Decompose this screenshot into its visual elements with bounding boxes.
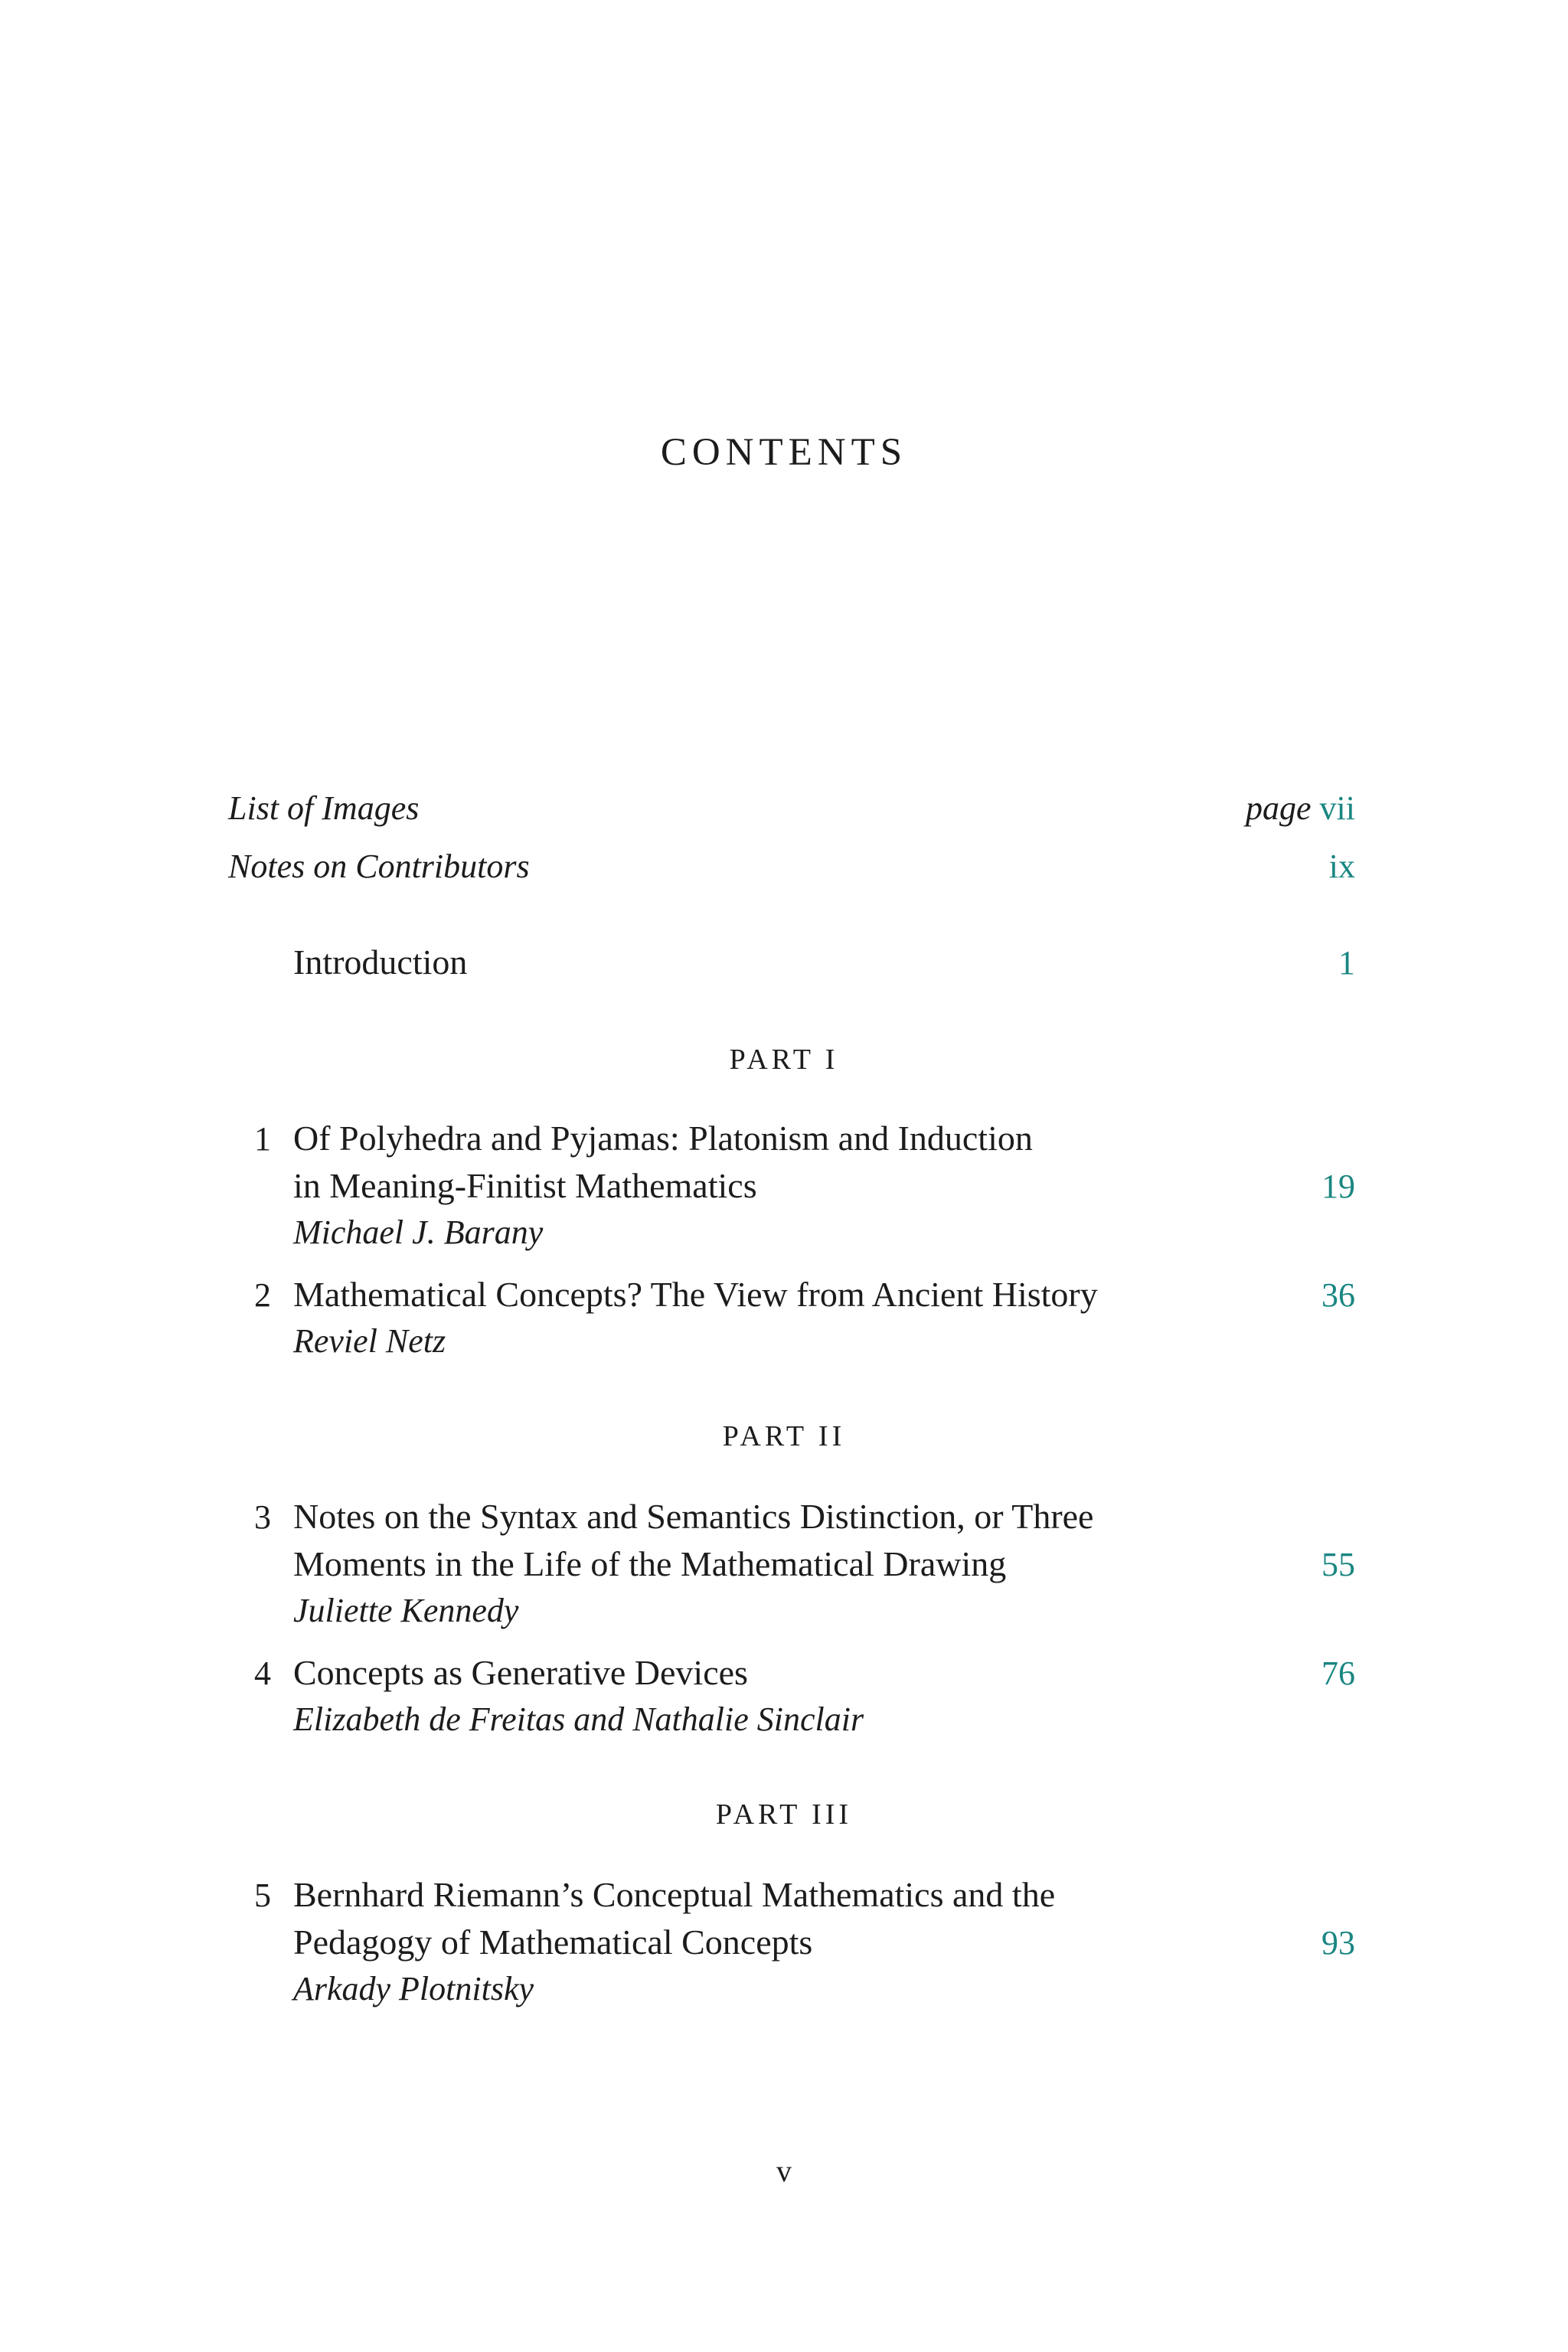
toc-entry-notes-on-contributors[interactable]: Notes on Contributors: [228, 848, 530, 885]
chapter-number: 3: [254, 1498, 271, 1536]
toc-page-notes-on-contributors[interactable]: ix: [1328, 848, 1355, 885]
toc-page-introduction[interactable]: 1: [1338, 944, 1355, 982]
chapter-title-line[interactable]: Notes on the Syntax and Semantics Distinction, or Three: [293, 1497, 1094, 1536]
chapter-title-line[interactable]: Moments in the Life of the Mathematical Drawing: [293, 1544, 1007, 1583]
chapter-page-number[interactable]: 19: [1321, 1168, 1355, 1205]
chapter-title-line[interactable]: Bernhard Riemann’s Conceptual Mathematics and the: [293, 1875, 1056, 1914]
chapter-number: 5: [254, 1877, 271, 1914]
chapter-number: 1: [254, 1120, 271, 1158]
page-folio: v: [776, 2154, 792, 2188]
part-heading-2: PART II: [722, 1420, 846, 1452]
page-number: vii: [1319, 789, 1355, 827]
part-heading-3: PART III: [715, 1798, 853, 1831]
chapter-title-line[interactable]: Pedagogy of Mathematical Concepts: [293, 1922, 813, 1962]
chapter-title-line[interactable]: Concepts as Generative Devices: [293, 1653, 748, 1692]
chapter-number: 4: [254, 1655, 271, 1692]
chapter-title-line[interactable]: Of Polyhedra and Pyjamas: Platonism and Induction: [293, 1119, 1033, 1158]
page-title: CONTENTS: [660, 431, 908, 474]
chapter-author: Reviel Netz: [293, 1322, 446, 1360]
chapter-title-line[interactable]: in Meaning-Finitist Mathematics: [293, 1166, 757, 1205]
chapter-author: Michael J. Barany: [293, 1214, 544, 1251]
toc-page-list-of-images[interactable]: [1246, 789, 1355, 828]
chapter-title-line[interactable]: Mathematical Concepts? The View from Ancient History: [293, 1275, 1098, 1314]
chapter-page-number[interactable]: 93: [1321, 1924, 1355, 1962]
chapter-number: 2: [254, 1276, 271, 1314]
chapter-author: Arkady Plotnitsky: [293, 1970, 534, 2007]
toc-entry-introduction[interactable]: Introduction: [293, 942, 468, 982]
page-prefix-label: page: [1246, 789, 1312, 827]
part-heading-1: PART I: [729, 1044, 839, 1076]
chapter-page-number[interactable]: 36: [1321, 1276, 1355, 1314]
chapter-page-number[interactable]: 55: [1321, 1546, 1355, 1583]
toc-entry-list-of-images[interactable]: List of Images: [228, 789, 420, 827]
chapter-page-number[interactable]: 76: [1321, 1655, 1355, 1692]
chapter-author: Juliette Kennedy: [293, 1592, 519, 1629]
chapter-author: Elizabeth de Freitas and Nathalie Sinclair: [293, 1700, 864, 1738]
